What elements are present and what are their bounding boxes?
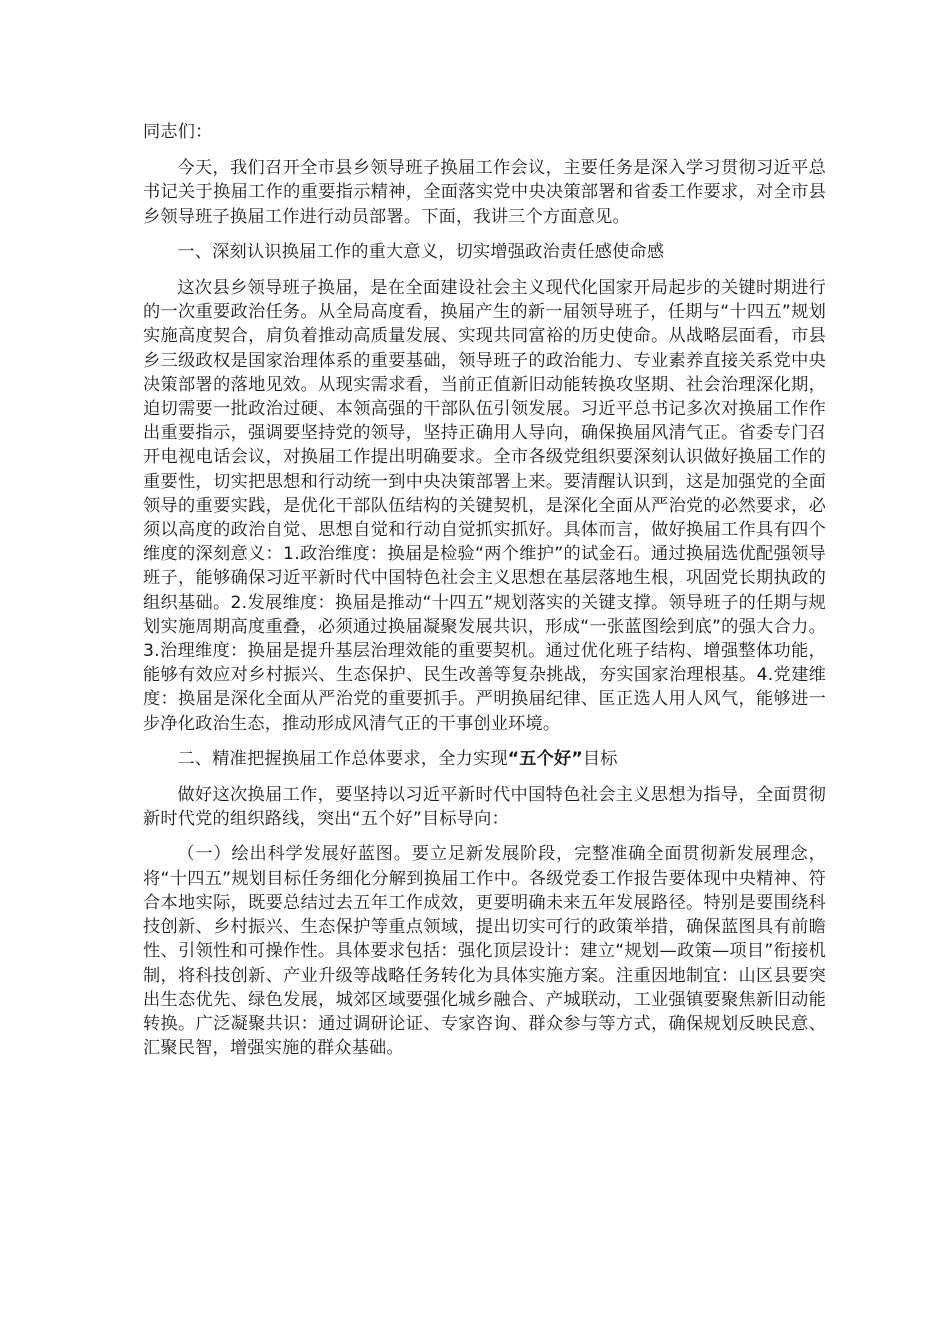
document-body [143,120,826,1071]
section-heading-1: 一、深刻认识换届工作的重大意义，切实增强政治责任感使命感 [177,241,665,262]
section-heading-2 [143,747,826,771]
section-heading-2-suffix: 目标 [582,748,618,769]
section-heading-2-emphasis: “五个好” [507,748,583,769]
paragraph-blueprint: （一）绘出科学发展好蓝图。要立足新发展阶段，完整准确全面贯彻新发展理念，将“十四五”规划目标任务细化分解到换届工作中。各级党委工作报告要体现中央精神、符合本地实际，既要总结过去五年工作成效，更要明确未来五年发展路径。特别是要围绕科技创新、乡村振兴、生态保护等重点领域，提出切实可行的政策举措，确保蓝图具有前瞻性、引领性和可操作性。具体要求包括：强化顶层设计：建立“规划—政策—项目”衔接机制，将科技创新、产业升级等战略任务转化为具体实施方案。注重因地制宜：山区县要突出生态优先、绿色发展，城郊区域要强化城乡融合、产城联动，工业强镇要聚焦新旧动能转换。广泛凝聚共识：通过调研论证、专家咨询、群众参与等方式，确保规划反映民意、汇聚民智，增强实施的群众基础。 [143,844,826,1059]
section-heading-2-prefix: 二、精准把握换届工作总体要求，全力实现 [177,748,508,769]
paragraph-opening: 今天，我们召开全市县乡领导班子换届工作会议，主要任务是深入学习贯彻习近平总书记关于换届工作的重要指示精神，全面落实党中央决策部署和省委工作要求，对全市县乡领导班子换届工作进行动员部署。下面，我讲三个方面意见。 [143,158,826,227]
paragraph-requirements-intro: 做好这次换届工作，要坚持以习近平新时代中国特色社会主义思想为指导，全面贯彻新时代党的组织路线，突出“五个好”目标导向： [143,785,826,830]
paragraph-significance: 这次县乡领导班子换届，是在全面建设社会主义现代化国家开局起步的关键时期进行的一次重要政治任务。从全局高度看，换届产生的新一届领导班子，任期与“十四五”规划实施高度契合，肩负着推动高质量发展、实现共同富裕的历史使命。从战略层面看，市县乡三级政权是国家治理体系的重要基础，领导班子的政治能力、专业素养直接关系党中央决策部署的落地见效。从现实需求看，当前正值新旧动能转换攻坚期、社会治理深化期，迫切需要一批政治过硬、本领高强的干部队伍引领发展。习近平总书记多次对换届工作作出重要指示，强调要坚持党的领导，坚持正确用人导向，确保换届风清气正。省委专门召开电视电话会议，对换届工作提出明确要求。全市各级党组织要深刻认识做好换届工作的重要性，切实把思想和行动统一到中央决策部署上来。要清醒认识到，这是加强党的全面领导的重要实践，是优化干部队伍结构的关键契机，是深化全面从严治党的必然要求，必须以高度的政治自觉、思想自觉和行动自觉抓实抓好。具体而言，做好换届工作具有四个维度的深刻意义：1.政治维度：换届是检验“两个维护”的试金石。通过换届选优配强领导班子，能够确保习近平新时代中国特色社会主义思想在基层落地生根，巩固党长期执政的组织基础。2.发展维度：换届是推动“十四五”规划落实的关键支撑。领导班子的任期与规划实施周期高度重叠，必须通过换届凝聚发展共识，形成“一张蓝图绘到底”的强大合力。3.治理维度：换届是提升基层治理效能的重要契机。通过优化班子结构、增强整体功能，能够有效应对乡村振兴、生态保护、民生改善等复杂挑战，夯实国家治理根基。4.党建维度：换届是深化全面从严治党的重要抓手。严明换届纪律、匡正选人用人风气，能够进一步净化政治生态，推动形成风清气正的干事创业环境。 [143,278,826,734]
salutation: 同志们： [143,122,213,142]
